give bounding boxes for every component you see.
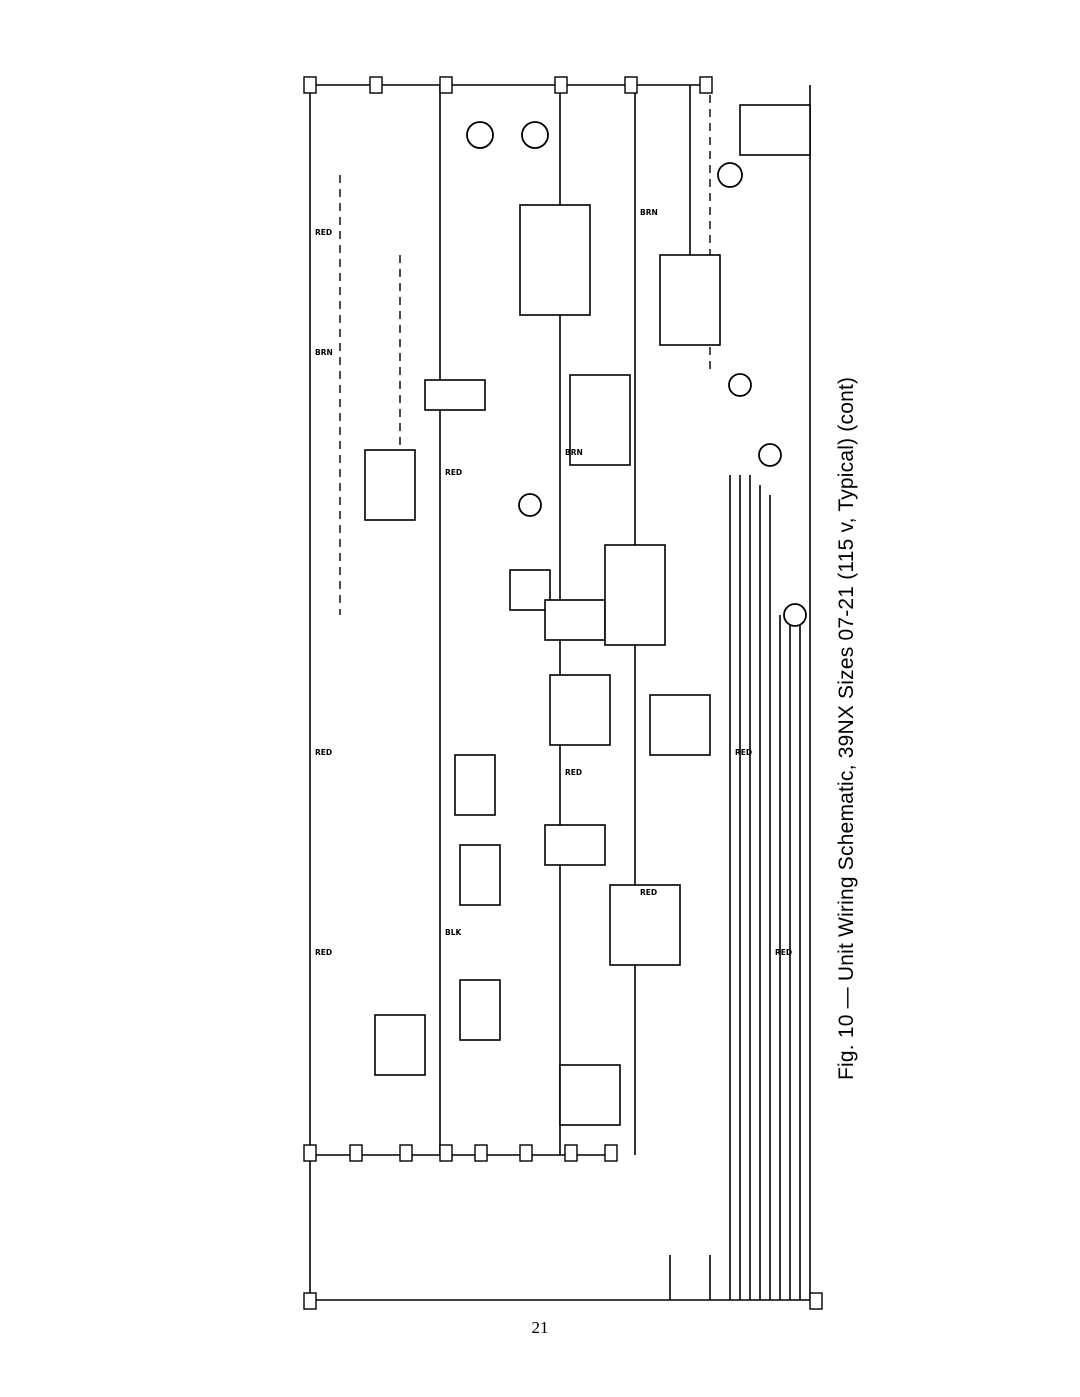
svg-text:RED: RED [775,948,793,957]
svg-text:RED: RED [315,748,333,757]
svg-text:BRN: BRN [565,448,583,457]
svg-text:BRN: BRN [315,348,333,357]
svg-text:RED: RED [315,948,333,957]
svg-text:RED: RED [565,768,583,777]
component-boxes [365,105,810,1125]
svg-text:RED: RED [315,228,333,237]
wiring-schematic [270,55,850,1315]
svg-text:RED: RED [640,888,658,897]
svg-text:RED: RED [445,468,463,477]
svg-text:BLK: BLK [445,928,462,937]
figure-caption: Fig. 10 — Unit Wiring Schematic, 39NX Sizes 07-21 (115 v, Typical) (cont) [835,376,858,1080]
svg-text:RED: RED [735,748,753,757]
svg-text:BRN: BRN [640,208,658,217]
page-number: 21 [531,1318,549,1337]
dashed-links [340,95,710,615]
